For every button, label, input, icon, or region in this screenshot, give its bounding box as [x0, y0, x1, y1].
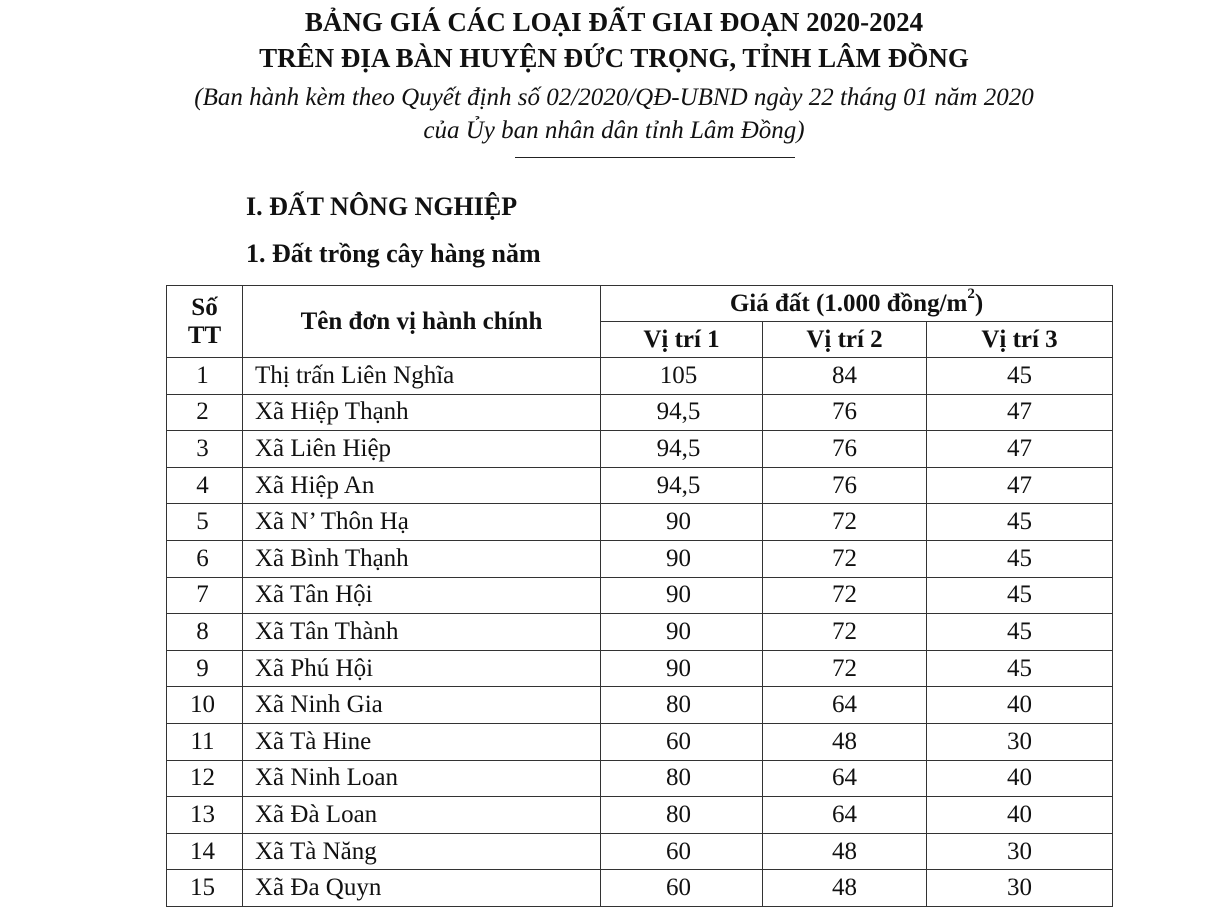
cell-price-position-2: 84 — [763, 358, 927, 395]
cell-price-position-1: 60 — [601, 833, 763, 870]
cell-price-position-3: 30 — [927, 723, 1113, 760]
cell-price-position-1: 90 — [601, 540, 763, 577]
cell-price-position-1: 90 — [601, 577, 763, 614]
cell-unit-name: Xã N’ Thôn Hạ — [243, 504, 601, 541]
cell-price-position-3: 45 — [927, 540, 1113, 577]
cell-unit-name: Xã Đa Quyn — [243, 870, 601, 907]
cell-stt: 12 — [167, 760, 243, 797]
table-row — [167, 650, 1113, 687]
cell-unit-name: Thị trấn Liên Nghĩa — [243, 358, 601, 395]
cell-price-position-2: 48 — [763, 723, 927, 760]
header-unit-name: Tên đơn vị hành chính — [243, 286, 601, 358]
cell-price-position-3: 30 — [927, 833, 1113, 870]
table-row — [167, 467, 1113, 504]
document-title-line-1: BẢNG GIÁ CÁC LOẠI ĐẤT GIAI ĐOẠN 2020-2024 — [304, 7, 924, 37]
cell-price-position-2: 72 — [763, 577, 927, 614]
cell-price-position-2: 48 — [763, 833, 927, 870]
table-row — [167, 797, 1113, 834]
table-row — [167, 540, 1113, 577]
cell-price-position-1: 90 — [601, 650, 763, 687]
title-divider — [515, 157, 795, 158]
cell-stt: 7 — [167, 577, 243, 614]
header-stt-line-2: TT — [187, 321, 222, 349]
cell-price-position-2: 64 — [763, 687, 927, 724]
table-row — [167, 431, 1113, 468]
cell-price-position-3: 30 — [927, 870, 1113, 907]
cell-unit-name: Xã Tân Hội — [243, 577, 601, 614]
cell-price-position-3: 45 — [927, 577, 1113, 614]
cell-price-position-2: 72 — [763, 650, 927, 687]
cell-price-position-3: 47 — [927, 431, 1113, 468]
document-subtitle-line-2: của Ủy ban nhân dân tỉnh Lâm Đồng) — [423, 117, 805, 144]
cell-price-position-1: 94,5 — [601, 394, 763, 431]
header-price-group — [601, 286, 1113, 322]
cell-stt: 6 — [167, 540, 243, 577]
cell-price-position-1: 80 — [601, 797, 763, 834]
cell-stt: 2 — [167, 394, 243, 431]
cell-price-position-3: 47 — [927, 394, 1113, 431]
cell-price-position-1: 105 — [601, 358, 763, 395]
cell-stt: 5 — [167, 504, 243, 541]
section-heading: I. ĐẤT NÔNG NGHIỆP — [246, 192, 518, 221]
cell-stt: 9 — [167, 650, 243, 687]
header-price-group-text: Giá đất (1.000 đồng/m — [729, 289, 968, 317]
cell-unit-name: Xã Ninh Loan — [243, 760, 601, 797]
cell-unit-name: Xã Hiệp Thạnh — [243, 394, 601, 431]
cell-price-position-3: 45 — [927, 504, 1113, 541]
cell-unit-name: Xã Ninh Gia — [243, 687, 601, 724]
cell-price-position-2: 76 — [763, 431, 927, 468]
cell-stt: 8 — [167, 614, 243, 651]
table-row — [167, 394, 1113, 431]
table-row — [167, 577, 1113, 614]
cell-price-position-2: 48 — [763, 870, 927, 907]
table-row — [167, 687, 1113, 724]
cell-price-position-2: 76 — [763, 467, 927, 504]
header-price-group-close: ) — [974, 289, 984, 317]
cell-stt: 13 — [167, 797, 243, 834]
cell-price-position-1: 80 — [601, 687, 763, 724]
cell-price-position-2: 72 — [763, 614, 927, 651]
table-row — [167, 614, 1113, 651]
cell-unit-name: Xã Đà Loan — [243, 797, 601, 834]
cell-price-position-3: 45 — [927, 358, 1113, 395]
cell-price-position-2: 64 — [763, 760, 927, 797]
cell-stt: 14 — [167, 833, 243, 870]
table-row — [167, 358, 1113, 395]
cell-unit-name: Xã Hiệp An — [243, 467, 601, 504]
table-row — [167, 833, 1113, 870]
table-row — [167, 760, 1113, 797]
cell-price-position-1: 60 — [601, 723, 763, 760]
cell-stt: 11 — [167, 723, 243, 760]
table-row — [167, 870, 1113, 907]
cell-unit-name: Xã Tà Năng — [243, 833, 601, 870]
header-price-group-superscript: 2 — [967, 286, 975, 303]
header-position-1: Vị trí 1 — [601, 322, 763, 358]
cell-price-position-1: 94,5 — [601, 431, 763, 468]
header-position-3: Vị trí 3 — [927, 322, 1113, 358]
cell-price-position-2: 72 — [763, 540, 927, 577]
header-position-2: Vị trí 2 — [763, 322, 927, 358]
cell-price-position-3: 40 — [927, 760, 1113, 797]
section-subheading: 1. Đất trồng cây hàng năm — [246, 239, 541, 268]
cell-stt: 4 — [167, 467, 243, 504]
cell-price-position-3: 40 — [927, 797, 1113, 834]
cell-stt: 3 — [167, 431, 243, 468]
cell-stt: 15 — [167, 870, 243, 907]
cell-price-position-3: 40 — [927, 687, 1113, 724]
land-price-table — [166, 285, 1113, 907]
cell-stt: 10 — [167, 687, 243, 724]
cell-price-position-2: 64 — [763, 797, 927, 834]
cell-unit-name: Xã Bình Thạnh — [243, 540, 601, 577]
table-row — [167, 723, 1113, 760]
cell-stt: 1 — [167, 358, 243, 395]
document-title-line-2: TRÊN ĐỊA BÀN HUYỆN ĐỨC TRỌNG, TỈNH LÂM ĐỒNG — [259, 43, 969, 73]
cell-unit-name: Xã Tà Hine — [243, 723, 601, 760]
cell-price-position-1: 60 — [601, 870, 763, 907]
cell-unit-name: Xã Liên Hiệp — [243, 431, 601, 468]
cell-price-position-2: 76 — [763, 394, 927, 431]
header-stt-line-1: Số — [191, 293, 218, 321]
header-stt — [167, 286, 243, 358]
cell-price-position-1: 94,5 — [601, 467, 763, 504]
table-row — [167, 504, 1113, 541]
cell-unit-name: Xã Tân Thành — [243, 614, 601, 651]
cell-unit-name: Xã Phú Hội — [243, 650, 601, 687]
cell-price-position-1: 90 — [601, 614, 763, 651]
cell-price-position-1: 80 — [601, 760, 763, 797]
cell-price-position-3: 47 — [927, 467, 1113, 504]
cell-price-position-3: 45 — [927, 650, 1113, 687]
cell-price-position-3: 45 — [927, 614, 1113, 651]
cell-price-position-1: 90 — [601, 504, 763, 541]
document-subtitle-line-1: (Ban hành kèm theo Quyết định số 02/2020/QĐ-UBND ngày 22 tháng 01 năm 2020 — [194, 84, 1034, 111]
cell-price-position-2: 72 — [763, 504, 927, 541]
